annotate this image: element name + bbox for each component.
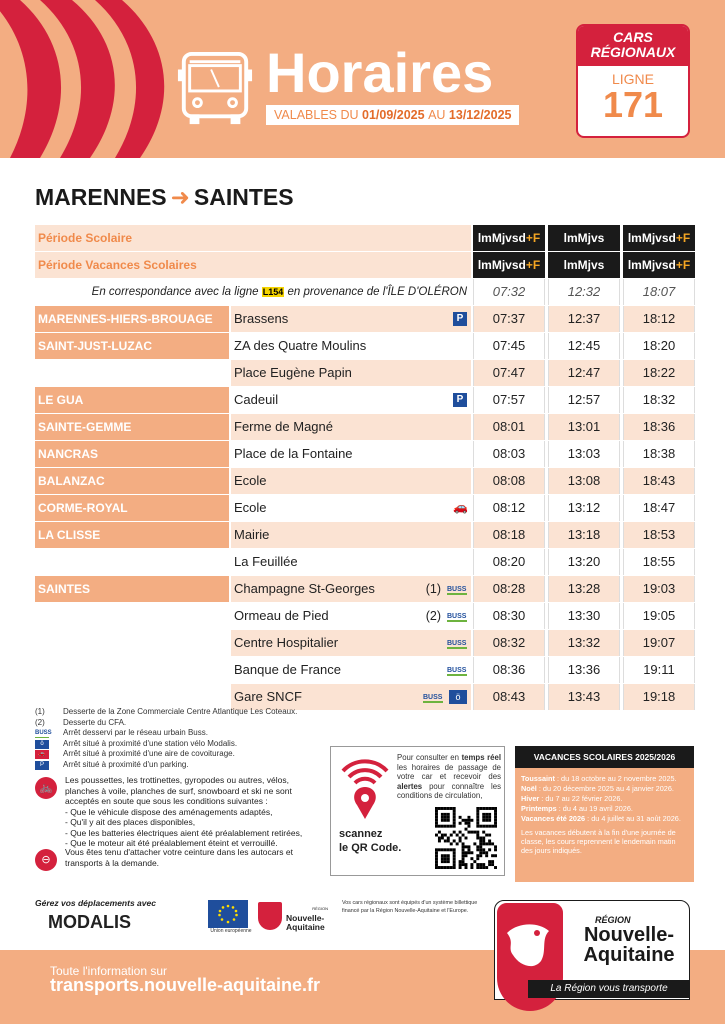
commune-name: LA CLISSE <box>35 522 229 548</box>
footnote <box>35 739 325 750</box>
bus-icon <box>176 50 254 128</box>
corr-time: 12:32 <box>548 279 620 305</box>
commune-name <box>35 630 229 656</box>
holiday-dates: : du 4 juillet au 31 août 2026. <box>587 814 681 823</box>
stop-label: Ormeau de Pied <box>234 608 329 623</box>
departure-time: 08:03 <box>473 441 545 467</box>
qr-bold2: alertes <box>397 781 423 791</box>
valid-from: 01/09/2025 <box>362 108 425 122</box>
commune-name <box>35 360 229 386</box>
naq-small-top: RÉGION <box>312 906 328 911</box>
stop-name <box>231 495 471 521</box>
stop-row <box>35 630 694 657</box>
buss-icon: BUSS <box>447 640 467 647</box>
departure-time: 12:47 <box>548 360 620 386</box>
route-arrow-icon: ➜ <box>170 184 190 210</box>
departure-time: 08:32 <box>473 630 545 656</box>
departure-time: 07:57 <box>473 387 545 413</box>
buss-icon: BUSS <box>35 730 52 736</box>
departure-time: 13:01 <box>548 414 620 440</box>
days-header <box>623 252 695 278</box>
qr-code[interactable] <box>435 807 497 869</box>
departure-time: 13:12 <box>548 495 620 521</box>
period-label: Période Vacances Scolaires <box>35 252 471 278</box>
corr-line-badge: L154 <box>262 287 284 297</box>
stop-name <box>231 468 471 494</box>
holiday-label: Hiver <box>521 794 540 803</box>
gerez-label: Gérez vos déplacements avec <box>35 898 156 908</box>
valid-prefix: VALABLES DU <box>274 108 359 122</box>
departure-time: 08:28 <box>473 576 545 602</box>
holiday-item <box>521 804 688 814</box>
departure-time: 13:03 <box>548 441 620 467</box>
period-row <box>35 225 694 252</box>
stop-name <box>231 387 471 413</box>
stop-name <box>231 603 471 629</box>
stop-row <box>35 522 694 549</box>
footnote-text: Arrêt situé à proximité d'une aire de covoiturage. <box>63 749 235 758</box>
belt-rule: Vous êtes tenu d'attacher votre ceinture dans les autocars et transports à la demande. <box>65 847 293 868</box>
stop-row <box>35 441 694 468</box>
commune-name: SAINT-JUST-LUZAC <box>35 333 229 359</box>
stop-row <box>35 333 694 360</box>
stop-name <box>231 549 471 575</box>
bikes-conditions <box>65 807 325 849</box>
holiday-label: Printemps <box>521 804 557 813</box>
qr-scan2: le QR Code. <box>339 842 402 854</box>
departure-time: 13:18 <box>548 522 620 548</box>
buss-icon: BUSS <box>447 667 467 674</box>
holiday-dates: : du 18 octobre au 2 novembre 2025. <box>556 774 677 783</box>
bikes-intro: Les poussettes, les trottinettes, gyropodes ou autres, vélos, planches à voile, planches de surf, snowboard et ski ne sont acceptés en soute que sous les conditions suivantes : <box>65 775 292 806</box>
stop-note: (2) <box>425 609 441 623</box>
stop-label: ZA des Quatre Moulins <box>234 338 367 353</box>
days-code: lmMjvsd <box>477 258 526 272</box>
commune-name <box>35 549 229 575</box>
carpool-icon: 🚗 <box>453 500 468 514</box>
velo-icon: ö <box>449 690 467 704</box>
footnote-key: (2) <box>35 717 45 727</box>
stop-name <box>231 441 471 467</box>
footnote-text: Desserte de la Zone Commerciale Centre Atlantique Les Coteaux. <box>63 707 298 716</box>
holidays-list <box>515 768 694 855</box>
holiday-item <box>521 814 688 824</box>
stop-label: Mairie <box>234 527 270 542</box>
line-badge <box>576 24 690 138</box>
holiday-flag: +F <box>675 258 691 272</box>
stop-name <box>231 522 471 548</box>
departure-time: 18:22 <box>623 360 695 386</box>
days-code: lmMjvsd <box>477 231 526 245</box>
departure-time: 19:05 <box>623 603 695 629</box>
stop-label: Place de la Fontaine <box>234 446 353 461</box>
holiday-label: Noël <box>521 784 537 793</box>
bike-icon: 🚲 <box>35 777 57 799</box>
footnote-text: Arrêt desservi par le réseau urbain Buss. <box>63 728 208 737</box>
stop-row <box>35 576 694 603</box>
page-title: Horaires <box>266 41 494 104</box>
days-header <box>548 225 620 251</box>
bike-condition: - Qu'il y ait des places disponibles, <box>65 817 196 827</box>
departure-time: 08:20 <box>473 549 545 575</box>
corr-time: 07:32 <box>473 279 545 305</box>
holiday-label: Toussaint <box>521 774 555 783</box>
days-header <box>548 252 620 278</box>
bike-condition: - Que le véhicule dispose des aménagements adaptés, <box>65 806 273 817</box>
period-label: Période Scolaire <box>35 225 471 251</box>
correspondance-text <box>35 279 471 305</box>
departure-time: 18:36 <box>623 414 695 440</box>
corr-time: 18:07 <box>623 279 695 305</box>
departure-time: 08:01 <box>473 414 545 440</box>
departure-time: 12:45 <box>548 333 620 359</box>
days-code: lmMjvs <box>563 258 605 272</box>
departure-time: 18:47 <box>623 495 695 521</box>
stop-row <box>35 306 694 333</box>
stop-name <box>231 657 471 683</box>
qr-t2: les horaires de passage de votre car et recevoir des <box>397 762 501 781</box>
departure-time: 08:43 <box>473 684 545 710</box>
departure-time: 07:45 <box>473 333 545 359</box>
nouvelle-aquitaine-small-logo <box>258 900 328 932</box>
departure-time: 18:32 <box>623 387 695 413</box>
corr-prefix: En correspondance avec la ligne <box>91 286 259 298</box>
stop-name <box>231 360 471 386</box>
valid-mid: AU <box>428 108 446 122</box>
days-code: lmMjvsd <box>627 231 676 245</box>
stop-label: Champagne St-Georges <box>234 581 375 596</box>
footnote <box>35 749 325 760</box>
commune-name: SAINTE-GEMME <box>35 414 229 440</box>
validity-dates <box>266 105 519 125</box>
departure-time: 08:36 <box>473 657 545 683</box>
route-to: SAINTES <box>193 184 294 210</box>
stop-row <box>35 468 694 495</box>
commune-name: SAINTES <box>35 576 229 602</box>
equipment-note: Vos cars régionaux sont équipés d'un système billettique financé par la Région Nouvelle-Aquitaine et l'Europe. <box>342 900 478 914</box>
days-code: lmMjvs <box>563 231 605 245</box>
stop-label: Ecole <box>234 500 267 515</box>
departure-time: 19:11 <box>623 657 695 683</box>
departure-time: 19:07 <box>623 630 695 656</box>
departure-time: 08:08 <box>473 468 545 494</box>
carpool-icon: 🚗 <box>35 750 49 759</box>
days-header <box>473 225 545 251</box>
region-name: Nouvelle-Aquitaine <box>583 924 675 966</box>
holiday-item <box>521 784 688 794</box>
departure-time: 13:43 <box>548 684 620 710</box>
holiday-flag: +F <box>525 258 541 272</box>
buss-icon: BUSS <box>447 586 467 593</box>
departure-time: 18:38 <box>623 441 695 467</box>
rules <box>35 775 325 868</box>
holiday-flag: +F <box>525 231 541 245</box>
qr-t3: pour connaître les conditions de circulation, <box>397 781 501 800</box>
school-holidays-box <box>515 746 694 882</box>
stop-label: Ecole <box>234 473 267 488</box>
holiday-label: Vacances été 2026 <box>521 814 586 823</box>
qr-bold1: temps réel <box>461 753 501 762</box>
departure-time: 13:20 <box>548 549 620 575</box>
commune-name: NANCRAS <box>35 441 229 467</box>
footer-info: Toute l'information sur <box>50 964 168 978</box>
header-banner <box>0 0 725 158</box>
badge-line-number: 171 <box>602 84 664 125</box>
stop-row <box>35 360 694 387</box>
departure-time: 18:55 <box>623 549 695 575</box>
eu-flag-icon <box>208 900 248 928</box>
departure-time: 07:37 <box>473 306 545 332</box>
footnote <box>35 707 325 718</box>
departure-time: 12:57 <box>548 387 620 413</box>
footnotes <box>35 707 325 770</box>
stop-label: Cadeuil <box>234 392 279 407</box>
departure-time: 08:30 <box>473 603 545 629</box>
stop-row <box>35 495 694 522</box>
qr-t1: Pour consulter en <box>397 753 459 762</box>
footer-url[interactable]: transports.nouvelle-aquitaine.fr <box>50 975 321 995</box>
days-header <box>473 252 545 278</box>
stop-label: Centre Hospitalier <box>234 635 339 650</box>
footnote <box>35 718 325 729</box>
commune-name <box>35 603 229 629</box>
departure-time: 08:12 <box>473 495 545 521</box>
stop-label: La Feuillée <box>234 554 298 569</box>
stop-row <box>35 603 694 630</box>
parking-icon: P <box>453 393 467 407</box>
region-slogan: La Région vous transporte <box>528 980 690 998</box>
holiday-item <box>521 774 688 784</box>
footnote-text: Arrêt situé à proximité d'un parking. <box>63 759 189 769</box>
footnote-text: Arrêt situé à proximité d'une station vélo Modalis. <box>63 738 238 748</box>
parking-icon: P <box>453 312 467 326</box>
location-signal-icon <box>337 753 393 823</box>
footnote <box>35 760 325 771</box>
route-from: MARENNES <box>35 184 167 210</box>
eu-label: Union européenne <box>210 928 252 934</box>
stop-label: Place Eugène Papin <box>234 365 352 380</box>
corr-suffix: en provenance de l'ÎLE D'OLÉRON <box>287 286 467 298</box>
holiday-dates: : du 4 au 19 avril 2026. <box>558 804 633 813</box>
stop-label: Banque de France <box>234 662 341 677</box>
departure-time: 13:36 <box>548 657 620 683</box>
stop-row <box>35 657 694 684</box>
bike-condition: - Que le moteur ait été préalablement éteint et verrouillé. <box>65 838 278 848</box>
commune-name: LE GUA <box>35 387 229 413</box>
departure-time: 07:47 <box>473 360 545 386</box>
stop-name <box>231 414 471 440</box>
departure-time: 12:37 <box>548 306 620 332</box>
departure-time: 13:08 <box>548 468 620 494</box>
footnote-key: (1) <box>35 707 45 716</box>
departure-time: 13:32 <box>548 630 620 656</box>
velo-icon: ö <box>35 740 49 749</box>
badge-ligne-label: LIGNE <box>611 71 654 87</box>
qr-instructions <box>397 753 501 801</box>
buss-icon: BUSS <box>423 694 443 701</box>
buss-icon: BUSS <box>447 613 467 620</box>
period-row <box>35 252 694 279</box>
stop-name <box>231 333 471 359</box>
departure-time: 13:28 <box>548 576 620 602</box>
qr-scan1: scannez <box>339 828 383 840</box>
stop-label: Gare SNCF <box>234 689 302 704</box>
holiday-dates: : du 7 au 22 février 2026. <box>541 794 623 803</box>
departure-time: 08:18 <box>473 522 545 548</box>
holiday-dates: : du 20 décembre 2025 au 4 janvier 2026. <box>538 784 674 793</box>
stop-label: Brassens <box>234 311 289 326</box>
correspondance-row <box>35 279 694 306</box>
holidays-note: Les vacances débutent à la fin d'une journée de classe, les cours reprennent le lendemain matin des jours indiqués. <box>521 828 676 855</box>
qr-box <box>330 746 505 876</box>
stop-name <box>231 576 471 602</box>
parking-icon: P <box>35 761 49 770</box>
route-title <box>35 184 294 211</box>
holidays-title: VACANCES SCOLAIRES 2025/2026 <box>515 746 694 768</box>
stop-label: Ferme de Magné <box>234 419 333 434</box>
holiday-item <box>521 794 688 804</box>
qr-scan-label <box>339 827 401 855</box>
badge-cars-regionaux: CARS RÉGIONAUX <box>578 26 688 66</box>
stop-name <box>231 306 471 332</box>
departure-time: 13:30 <box>548 603 620 629</box>
valid-to: 13/12/2025 <box>448 108 512 122</box>
departure-time: 19:03 <box>623 576 695 602</box>
departure-time: 18:12 <box>623 306 695 332</box>
days-header <box>623 225 695 251</box>
region-shield-icon <box>258 902 282 930</box>
holiday-flag: +F <box>675 231 691 245</box>
commune-name: CORME-ROYAL <box>35 495 229 521</box>
footnote <box>35 728 325 739</box>
days-code: lmMjvsd <box>627 258 676 272</box>
departure-time: 19:18 <box>623 684 695 710</box>
departure-time: 18:20 <box>623 333 695 359</box>
stop-note: (1) <box>425 582 441 596</box>
decorative-stripes <box>0 0 170 158</box>
stop-name <box>231 630 471 656</box>
naq-small-name: Nouvelle-Aquitaine <box>286 912 325 932</box>
commune-name <box>35 657 229 683</box>
commune-name: MARENNES-HIERS-BROUAGE <box>35 306 229 332</box>
footnote-text: Desserte du CFA. <box>63 717 127 727</box>
stop-row <box>35 387 694 414</box>
bike-condition: - Que les batteries électriques aient été préalablement retirées, <box>65 827 303 838</box>
seatbelt-icon: ⊖ <box>35 849 57 871</box>
modalis-logo: MODALIS <box>48 912 131 932</box>
departure-time: 18:53 <box>623 522 695 548</box>
stop-row <box>35 414 694 441</box>
region-label: RÉGION <box>595 915 631 925</box>
commune-name: BALANZAC <box>35 468 229 494</box>
departure-time: 18:43 <box>623 468 695 494</box>
stop-row <box>35 549 694 576</box>
